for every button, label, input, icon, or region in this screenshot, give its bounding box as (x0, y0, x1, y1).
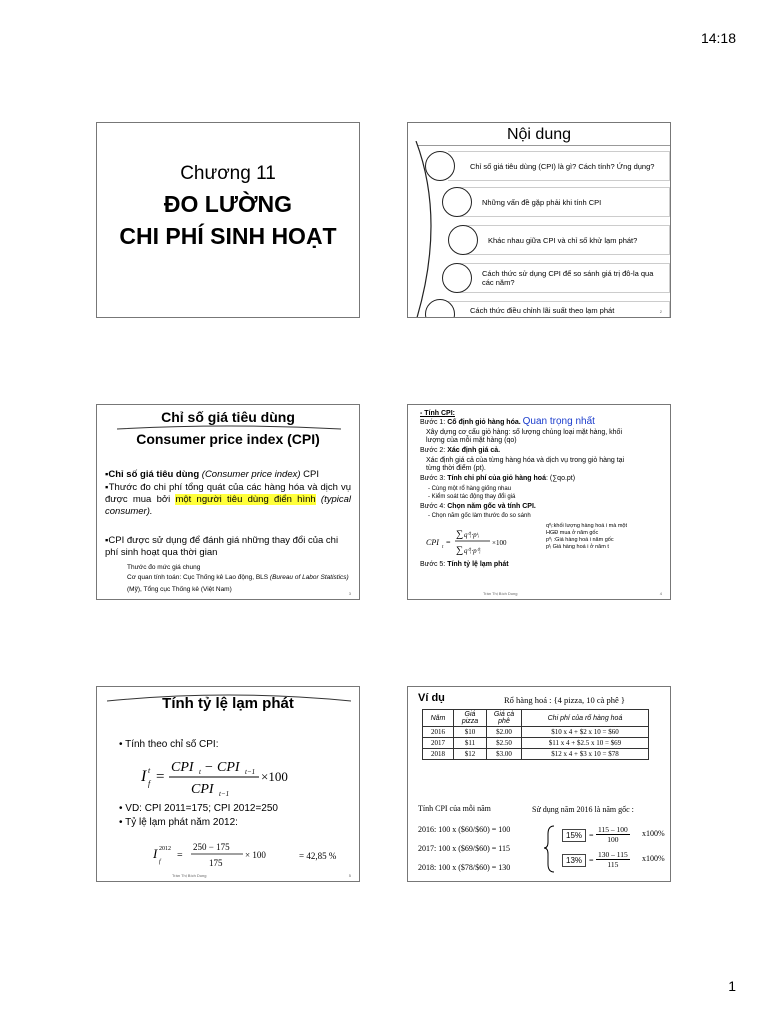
basket-definition: Rổ hàng hoá : {4 pizza, 10 cà phê } (504, 695, 625, 705)
svg-text:∑: ∑ (456, 545, 464, 556)
header-basket-cost: Chi phí của rổ hàng hoá (522, 710, 649, 727)
slide-1-title (96, 122, 360, 318)
table-cell: $2.50 (487, 738, 522, 749)
svg-text:=: = (177, 850, 183, 861)
bullet-rate-2012: • Tỷ lệ lạm phát năm 2012: (119, 817, 238, 828)
step-1: Bước 1: Cố định giỏ hàng hóa. Quan trọng nhất (420, 416, 595, 427)
step-5: Bước 5: Tính tỷ lệ lạm phát (420, 561, 509, 568)
slide-author: Trần Thị Bích Dung (172, 873, 207, 878)
slide-2-contents (407, 122, 671, 318)
clock-time: 14:18 (700, 30, 736, 46)
slide-6-example (407, 686, 671, 882)
cpi-row-2016: 2016: 100 x ($60/$60) = 100 (418, 825, 511, 834)
table-header-row (423, 710, 649, 727)
toc-dot-1 (425, 151, 455, 181)
table-cell: $12 x 4 + $3 x 10 = $78 (522, 749, 649, 760)
cpi-row-2017: 2017: 100 x ($69/$60) = 115 (418, 844, 510, 853)
slide-page-number: 5 (348, 873, 351, 878)
svg-text:t−1: t−1 (219, 790, 230, 798)
slide-title-vn: Chỉ số giá tiêu dùng (161, 409, 295, 425)
svg-text:q⁰ᵢ·p⁰ᵢ: q⁰ᵢ·p⁰ᵢ (464, 547, 481, 555)
table-row (423, 727, 649, 738)
example-title: Ví dụ (418, 692, 445, 704)
header-coffee: Giá cà phê (487, 710, 522, 727)
slide-4-cpi-steps (407, 404, 671, 600)
cpi-row-2018: 2018: 100 x ($78/$60) = 130 (418, 863, 511, 872)
svg-text:I: I (141, 768, 147, 785)
note-pt: pᵗᵢ Giá hàng hoá i ở năm t (546, 544, 609, 550)
svg-text:t: t (442, 545, 444, 550)
step-4: Bước 4: Chọn năm gốc và tính CPI. (420, 503, 536, 510)
bullet-usage: ▪CPI được sử dụng để đánh giá những thay đổi của chi phí sinh hoạt qua thời gian (105, 535, 339, 558)
times-100-label: x100% (642, 829, 665, 838)
note-q0: q⁰ᵢ:khối lượng hàng hoá i mà một (546, 523, 627, 529)
base-year-label: Sử dụng năm 2016 là năm gốc : (532, 805, 634, 814)
times-100-label: x100% (642, 854, 665, 863)
title-divider (418, 145, 670, 146)
svg-text:CPI: CPI (217, 760, 240, 775)
step-3-note-a: - Cùng một rổ hàng giống nhau (428, 486, 512, 492)
slide-3-cpi-definition (96, 404, 360, 600)
equals-sign: = (589, 831, 594, 840)
note-q0-b: HGĐ mua ở năm gốc (546, 530, 599, 536)
bullet-example: • VD: CPI 2011=175; CPI 2012=250 (119, 803, 278, 814)
table-cell: $3.00 (487, 749, 522, 760)
slide-author: Trần Thị Bích Dung (483, 591, 518, 596)
brace-icon (544, 824, 558, 874)
steps-heading: - Tính CPI: (420, 410, 455, 417)
table-cell: $10 x 4 + $2 x 10 = $60 (522, 727, 649, 738)
step-3: Bước 3: Tính chi phí của giỏ hàng hoá: (∑qo.pt) (420, 475, 576, 482)
table-cell: 2017 (423, 738, 454, 749)
slide-title: Tính tỷ lệ lạm phát (162, 695, 294, 712)
toc-dot-4 (442, 263, 472, 293)
chapter-label: Chương 11 (180, 163, 276, 184)
rate-2017-box: 15% (562, 829, 586, 842)
svg-text:−: − (205, 760, 213, 775)
svg-text:2012: 2012 (159, 846, 171, 852)
equals-sign: = (589, 856, 594, 865)
svg-text:∑: ∑ (456, 529, 464, 540)
toc-item-5: Cách thức điều chỉnh lãi suất theo lạm phát (448, 301, 670, 318)
sub-agency: Cơ quan tính toán: Cục Thống kê Lao động, BLS (Bureau of Labor Statistics) (127, 574, 349, 581)
table-cell: $11 x 4 + $2.5 x 10 = $69 (522, 738, 649, 749)
toc-item-3: Khác nhau giữa CPI và chỉ số khử lạm phát? (466, 225, 670, 255)
header-year: Năm (423, 710, 454, 727)
table-row (423, 738, 649, 749)
slide-page-number: 3 (348, 591, 351, 596)
svg-text:f: f (148, 779, 151, 788)
step-2-desc-a: Xác định giá cả của từng hàng hóa và dịch vụ trong giỏ hàng tại (426, 457, 625, 464)
chapter-title-line1: ĐO LƯỜNG (163, 191, 293, 217)
svg-text:250 − 175: 250 − 175 (193, 842, 230, 852)
table-cell: $11 (454, 738, 487, 749)
inflation-result: = 42,85 % (299, 851, 337, 861)
rate-2018-box: 13% (562, 854, 586, 867)
svg-text:t: t (199, 768, 201, 776)
svg-text:t−1: t−1 (245, 768, 256, 776)
slide-5-inflation-rate (96, 686, 360, 882)
bullet-cpi: ▪Chỉ số giá tiêu dùng (Consumer price index) CPI (105, 469, 319, 480)
note-p0: p⁰ᵢ :Giá hàng hoá i năm gốc (546, 537, 614, 543)
slide-title-en: Consumer price index (CPI) (136, 431, 320, 447)
svg-text:I: I (153, 846, 158, 861)
svg-text:f: f (159, 859, 161, 865)
table-cell: $12 (454, 749, 487, 760)
step-2: Bước 2: Xác định giá cả. (420, 447, 501, 454)
toc-dot-3 (448, 225, 478, 255)
svg-text:CPI: CPI (191, 782, 214, 797)
header-pizza: Giá pizza (454, 710, 487, 727)
sub-price-level: Thước đo mức giá chung (127, 564, 201, 571)
svg-text:CPI: CPI (171, 760, 194, 775)
slide-page-number: 4 (659, 591, 662, 596)
svg-text:×100: ×100 (492, 539, 507, 547)
svg-text:175: 175 (209, 858, 223, 868)
table-cell: 2016 (423, 727, 454, 738)
svg-text:t: t (148, 766, 151, 775)
inflation-calculation (153, 835, 293, 875)
bullet-by-cpi: • Tính theo chỉ số CPI: (119, 739, 219, 750)
svg-text:× 100: × 100 (245, 850, 266, 860)
page-number: 1 (728, 978, 736, 994)
toc-item-2: Những vấn đề gặp phải khi tính CPI (460, 187, 670, 217)
rate-2017-fraction: $\frac{115 - 100}{100}$ (598, 825, 628, 844)
cpi-label: Tính CPI của mỗi năm (418, 804, 491, 813)
svg-text:×100: ×100 (261, 769, 288, 784)
table-cell: $2.00 (487, 727, 522, 738)
step-1-desc-b: lượng của mỗi mặt hàng (qo) (426, 437, 517, 444)
table-row (423, 749, 649, 760)
sub-agency-countries: (Mỹ), Tổng cục Thống kê (Việt Nam) (127, 586, 232, 593)
svg-text:=: = (156, 769, 165, 785)
toc-dot-2 (442, 187, 472, 217)
table-cell: $10 (454, 727, 487, 738)
toc-item-1: Chỉ số giá tiêu dùng (CPI) là gì? Cách tính? Ứng dụng? (448, 151, 670, 181)
step-4-note: - Chọn năm gốc làm thước đo so sánh (428, 513, 531, 519)
svg-text:=: = (446, 538, 451, 547)
bullet-measure: ▪Thước đo chi phí tổng quát của các hàng hóa và dịch vụ được mua bởi một người tiêu dùng điển hình (typical consumer). (105, 482, 352, 517)
contents-title: Nội dung (506, 126, 572, 143)
table-cell: 2018 (423, 749, 454, 760)
step-2-desc-b: từng thời điểm (pt). (426, 465, 486, 472)
slide-page-number: 2 (659, 309, 662, 314)
step-1-desc-a: Xây dựng cơ cấu giỏ hàng: số lượng chủng loại mặt hàng, khối (426, 429, 623, 436)
step-3-note-b: - Kiểm soát tác động thay đổi giá (428, 494, 516, 500)
chapter-title-line2: CHI PHÍ SINH HOẠT (119, 223, 337, 249)
inflation-formula (141, 751, 311, 799)
price-table (422, 709, 649, 760)
toc-item-4: Cách thức sử dụng CPI để so sánh giá trị đô-la qua các năm? (460, 263, 670, 293)
svg-text:CPI: CPI (426, 538, 439, 547)
rate-2018-fraction: $\frac{130 - 115}{115}$ (598, 850, 628, 869)
cpi-formula (424, 521, 524, 561)
svg-text:q⁰ᵢ·pᵗᵢ: q⁰ᵢ·pᵗᵢ (464, 531, 479, 539)
